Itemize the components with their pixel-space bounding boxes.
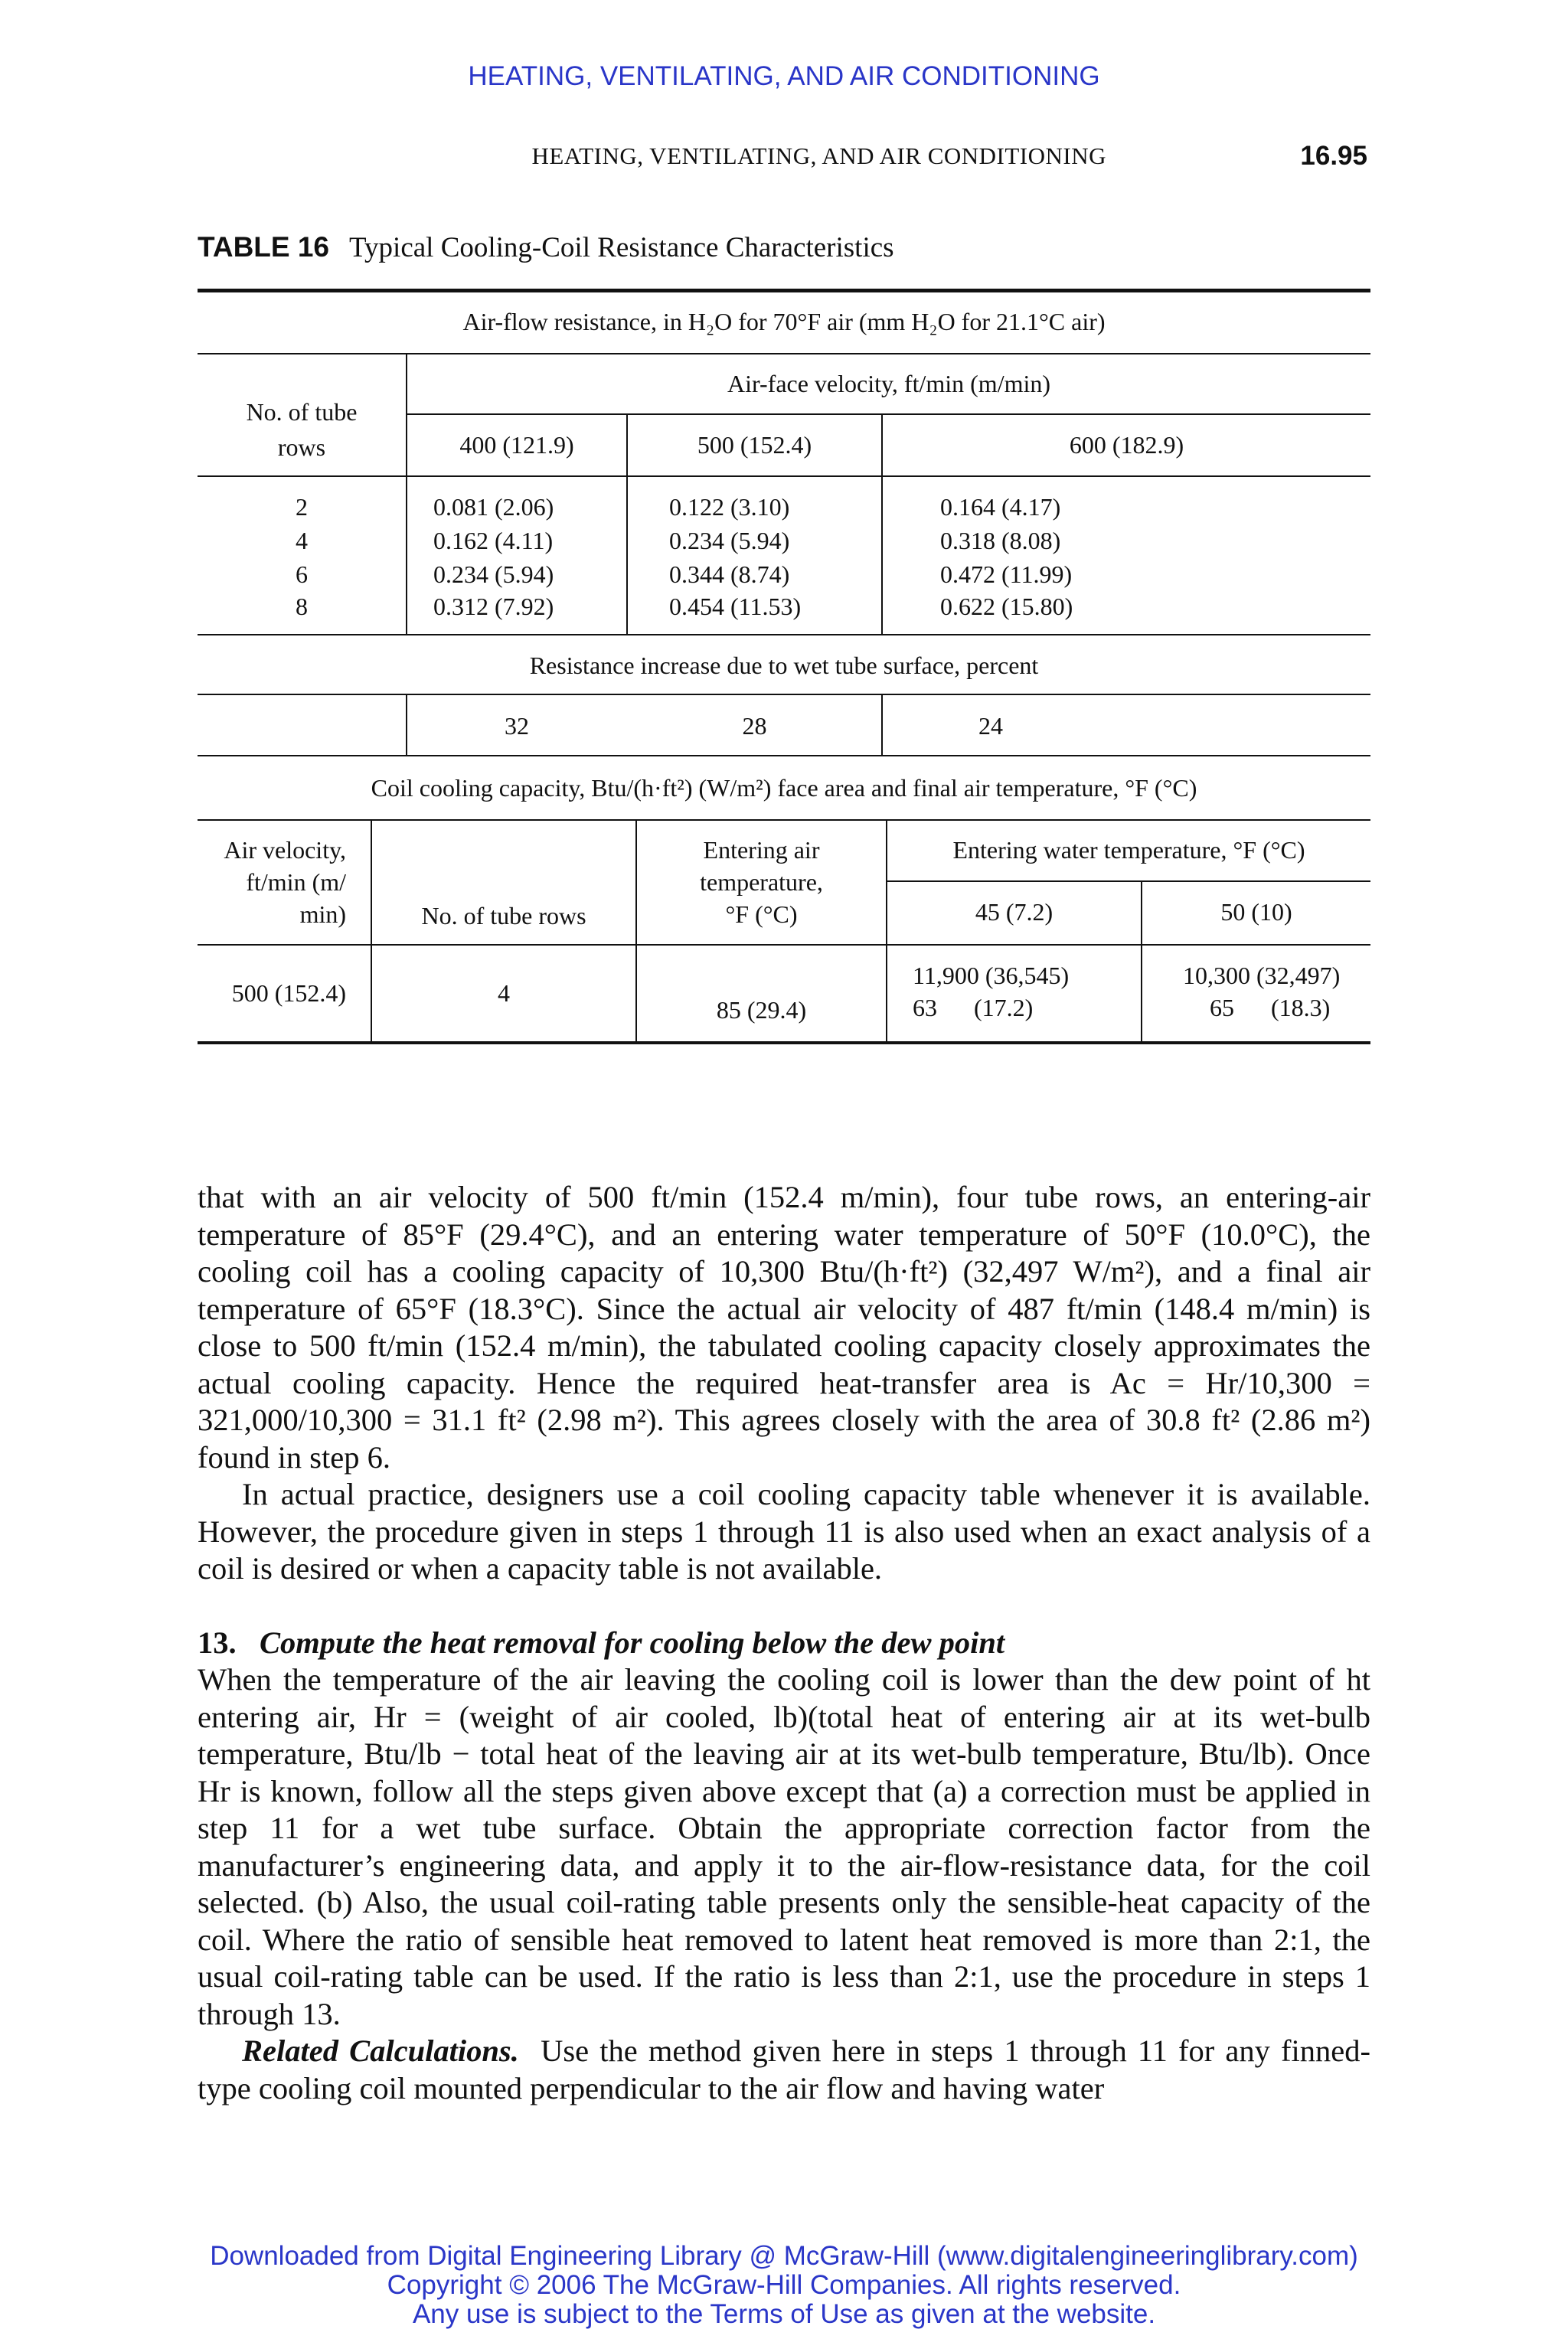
page-number: 16.95 xyxy=(1300,141,1367,171)
related-calculations-label: Related Calculations. xyxy=(242,2034,519,2068)
table-title: Typical Cooling-Coil Resistance Characteristics xyxy=(349,232,894,263)
step-heading xyxy=(198,1625,1370,1662)
table-caption xyxy=(198,231,894,264)
rule xyxy=(886,880,1370,882)
paragraph: In actual practice, designers use a coil cooling capacity table whenever it is available. However, the procedure given in steps 1 through 11 is also used when an exact analysis of a coil is desired or when a capacity table is not available. xyxy=(198,1477,1370,1586)
cell-value: 0.162 (4.11) xyxy=(433,527,554,554)
col-header-air-velocity: Air velocity, xyxy=(224,836,346,864)
cell-tube-rows: 8 xyxy=(296,593,308,620)
section-wet-surface-increase: Resistance increase due to wet tube surface, percent xyxy=(529,652,1039,679)
step-title: Compute the heat removal for cooling below the dew point xyxy=(260,1625,1005,1660)
cell-value: 0.122 (3.10) xyxy=(669,493,790,521)
cell-air-velocity: 500 (152.4) xyxy=(231,979,346,1007)
col-header-velocity-600: 600 (182.9) xyxy=(1069,431,1184,459)
table-label: TABLE 16 xyxy=(198,231,330,263)
download-banner: HEATING, VENTILATING, AND AIR CONDITIONING xyxy=(468,61,1100,91)
col-header-entering-air: temperature, xyxy=(700,868,823,896)
col-header-water-45: 45 (7.2) xyxy=(975,898,1054,926)
rule xyxy=(198,353,1370,354)
cell-value: 0.318 (8.08) xyxy=(940,527,1061,554)
footer-line: Copyright © 2006 The McGraw-Hill Companies. All rights reserved. xyxy=(387,2270,1181,2300)
col-header-air-face-velocity: Air-face velocity, ft/min (m/min) xyxy=(727,370,1051,397)
rule xyxy=(198,944,1370,946)
rule xyxy=(198,755,1370,756)
footer xyxy=(0,2242,1568,2329)
cell-value: 0.454 (11.53) xyxy=(669,593,802,620)
paragraph: that with an air velocity of 500 ft/min (152.4 m/min), four tube rows, an entering-air temperature of 85°F (29.4°C), and an entering water temperature of 50°F (10.0°C), the cooling coil has a cooling capacity of 10,300 Btu/(h·ft²) (32,497 W/m²), and a final air temperature of 65°F (18.3°C). Since the actual air velocity of 487 ft/min (148.4 m/min) is close to 500 ft/min (152.4 m/min), the tabulated cooling capacity closely approximates the actual cooling capacity. Hence the required heat-transfer area is Ac = Hr/10,300 = 321,000/10,300 = 31.1 ft² (2.98 m²). This agrees closely with the area of 30.8 ft² (2.86 m²) found in step 6. xyxy=(198,1180,1370,1475)
section-air-flow-resistance: Air-flow resistance, in H₂O for 70°F air (mm H₂O for 21.1°C air) xyxy=(462,308,1106,335)
cell-tube-rows: 4 xyxy=(498,979,510,1007)
col-header-no-tube-rows: No. of tube rows xyxy=(421,902,586,929)
cell-wet-500: 28 xyxy=(742,712,767,740)
cell-value: 0.234 (5.94) xyxy=(669,527,790,554)
cell-tube-rows: 6 xyxy=(296,560,308,588)
footer-line: Any use is subject to the Terms of Use as given at the website. xyxy=(412,2299,1156,2329)
footer-line: Downloaded from Digital Engineering Library @ McGraw-Hill (www.digitalengineeringlibrary.com) xyxy=(210,2241,1358,2271)
table-bottom-rule xyxy=(198,1041,1370,1044)
col-header-velocity-500: 500 (152.4) xyxy=(697,431,812,459)
col-header-water-50: 50 (10) xyxy=(1220,898,1292,926)
col-header-air-velocity: ft/min (m/ xyxy=(246,868,346,896)
col-header-air-velocity: min) xyxy=(299,900,346,928)
rule xyxy=(407,413,1370,415)
rule xyxy=(198,819,1370,821)
col-header-entering-water: Entering water temperature, °F (°C) xyxy=(952,836,1305,864)
paragraph: When the temperature of the air leaving the cooling coil is lower than the dew point of ht entering air, Hr = (weight of air cooled, lb)(total heat of entering air at its wet-bulb temperature, Btu/lb − total heat of the leaving air at its wet-bulb temperature, Btu/lb). Once Hr is known, follow all the steps given above except that (a) a correction must be applied in step 11 for a wet tube surface. Obtain the appropriate correction factor from the manufacturer’s engineering data, and apply it to the air-flow-resistance data, for the coil selected. (b) Also, the usual coil-rating table presents only the sensible-heat capacity of the coil. Where the ratio of sensible heat removed to latent heat removed is more than 2:1, the usual coil-rating table can be used. If the ratio is less than 2:1, use the procedure in steps 1 through 13. xyxy=(198,1662,1370,2031)
rule xyxy=(198,634,1370,635)
rule xyxy=(198,475,1370,477)
cell-value: 0.312 (7.92) xyxy=(433,593,554,620)
col-header-tube-rows: rows xyxy=(277,433,326,461)
cell-capacity-45: 11,900 (36,545) xyxy=(913,962,1070,989)
step-number: 13. xyxy=(198,1625,237,1660)
body-text xyxy=(198,1179,1370,2107)
cell-final-temp-45: 63 (17.2) xyxy=(913,994,1034,1021)
table-top-rule xyxy=(198,289,1370,292)
cell-tube-rows: 2 xyxy=(296,493,308,521)
cell-entering-air: 85 (29.4) xyxy=(716,996,807,1024)
related-calculations-text: Use the method given here in steps 1 through 11 for any finned-type cooling coil mounted perpendicular to the air flow and having water xyxy=(198,2034,1370,2105)
rule xyxy=(198,694,1370,695)
col-header-entering-air: Entering air xyxy=(703,836,820,864)
rule xyxy=(881,694,883,755)
cell-value: 0.234 (5.94) xyxy=(433,560,554,588)
cell-wet-600: 24 xyxy=(978,712,1003,740)
cell-value: 0.081 (2.06) xyxy=(433,493,554,521)
cell-value: 0.472 (11.99) xyxy=(940,560,1073,588)
cell-tube-rows: 4 xyxy=(296,527,308,554)
running-head: HEATING, VENTILATING, AND AIR CONDITIONING xyxy=(531,142,1106,169)
cell-wet-400: 32 xyxy=(505,712,529,740)
col-header-velocity-400: 400 (121.9) xyxy=(459,431,574,459)
cell-final-temp-50: 65 (18.3) xyxy=(1210,994,1331,1021)
col-header-entering-air: °F (°C) xyxy=(725,900,798,928)
col-header-tube-rows: No. of tube xyxy=(246,398,358,426)
cell-value: 0.344 (8.74) xyxy=(669,560,790,588)
section-coil-cooling-capacity: Coil cooling capacity, Btu/(h·ft²) (W/m²) face area and final air temperature, °F (°C) xyxy=(371,774,1197,802)
cell-capacity-50: 10,300 (32,497) xyxy=(1183,962,1341,989)
cell-value: 0.622 (15.80) xyxy=(940,593,1073,620)
paragraph xyxy=(198,2033,1370,2107)
cell-value: 0.164 (4.17) xyxy=(940,493,1061,521)
